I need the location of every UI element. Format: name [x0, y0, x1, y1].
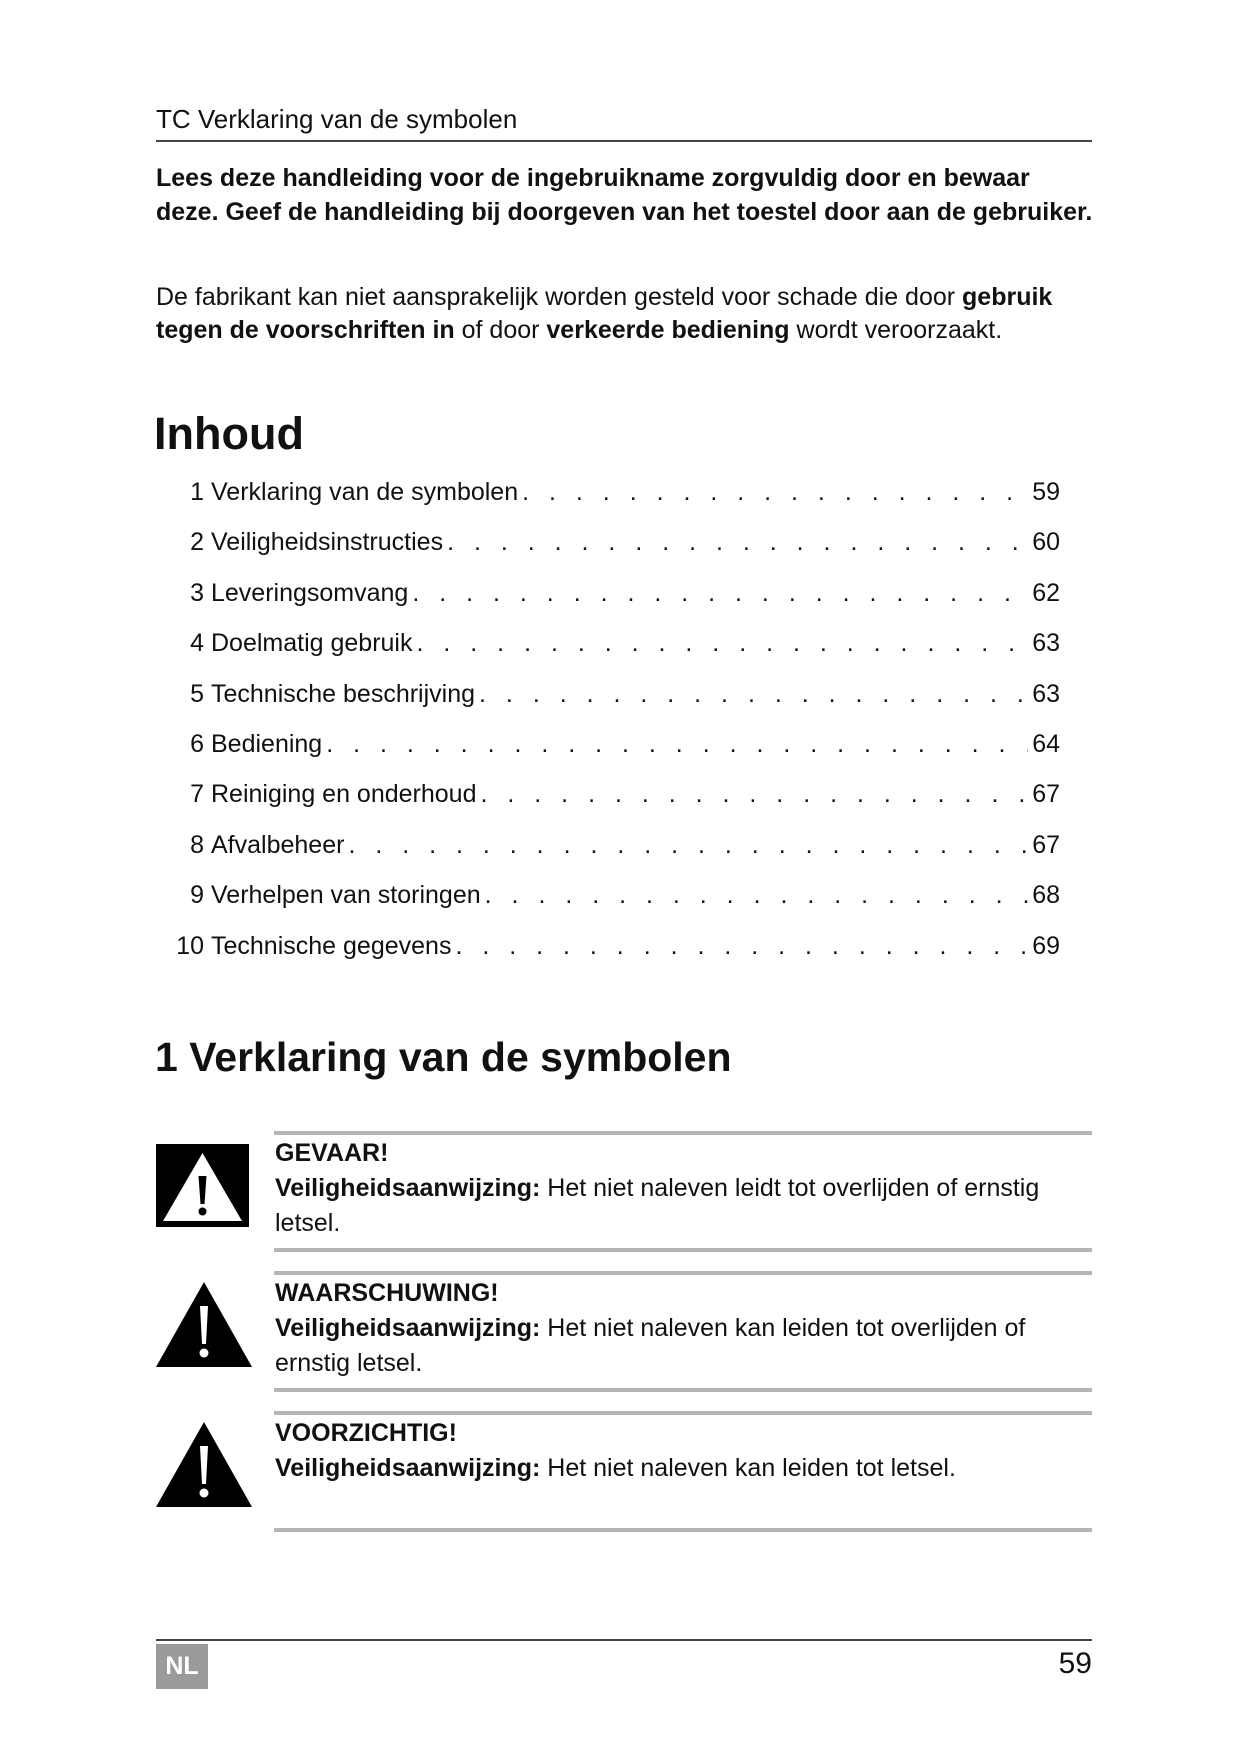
- notice-text: [275, 1311, 1095, 1381]
- notice-divider: [274, 1131, 1092, 1135]
- toc-page: 67: [1032, 780, 1060, 809]
- toc-number: 1: [190, 478, 204, 506]
- intro-bold-paragraph: Lees deze handleiding voor de ingebruikname zorgvuldig door en bewaar deze. Geef de handleiding bij doorgeven van het toestel door aan de gebruiker.: [156, 164, 1093, 226]
- toc-label[interactable]: Technische beschrijving: [211, 679, 476, 708]
- toc-leader: [326, 730, 1028, 759]
- notice-title: WAARSCHUWING!: [275, 1279, 499, 1307]
- notice-body: Het niet naleven kan leiden tot letsel.: [540, 1454, 956, 1482]
- toc-label[interactable]: Reiniging en onderhoud: [211, 780, 477, 809]
- notice-text: [275, 1171, 1095, 1241]
- toc-entry[interactable]: [156, 831, 1060, 881]
- toc-page: 63: [1032, 629, 1060, 658]
- notice-title: GEVAAR!: [275, 1139, 389, 1167]
- toc-number: 9: [190, 881, 204, 910]
- language-badge: NL: [156, 1644, 208, 1689]
- toc-page: 69: [1032, 931, 1060, 960]
- toc-label[interactable]: Bediening: [211, 729, 323, 758]
- section-heading: 1 Verklaring van de symbolen: [155, 1034, 732, 1080]
- toc-number: 2: [190, 528, 204, 557]
- toc-label[interactable]: Verklaring van de symbolen: [211, 478, 519, 506]
- toc-label[interactable]: Doelmatig gebruik: [211, 629, 413, 658]
- caution-triangle-icon: [156, 1422, 252, 1507]
- toc-page: 62: [1032, 578, 1060, 607]
- toc-page: 68: [1032, 881, 1060, 910]
- intro-emphasis: verkeerde bediening: [546, 316, 790, 344]
- table-of-contents: [156, 478, 1060, 982]
- toc-leader: [479, 680, 1028, 709]
- toc-page: 63: [1032, 679, 1060, 708]
- toc-leader: [455, 932, 1028, 961]
- notice-divider: [274, 1388, 1092, 1392]
- toc-entry[interactable]: [156, 730, 1060, 780]
- toc-leader: [447, 528, 1028, 557]
- toc-entry[interactable]: [156, 881, 1060, 931]
- notice-label: Veiligheidsaanwijzing:: [275, 1314, 541, 1342]
- toc-leader: [485, 881, 1029, 910]
- toc-entry[interactable]: [156, 579, 1060, 629]
- toc-number: 4: [190, 629, 204, 658]
- running-header: TC Verklaring van de symbolen: [156, 104, 518, 134]
- toc-label[interactable]: Technische gegevens: [211, 931, 452, 960]
- toc-leader: [481, 780, 1029, 809]
- toc-label[interactable]: Leveringsomvang: [211, 578, 409, 607]
- caution-notice: [156, 1411, 1092, 1533]
- toc-leader: [522, 478, 1028, 507]
- intro-text: of door: [454, 316, 547, 344]
- notice-divider: [274, 1411, 1092, 1415]
- toc-page: 64: [1032, 729, 1060, 758]
- intro-paragraph: [156, 281, 1096, 347]
- toc-page: 67: [1032, 830, 1060, 859]
- toc-leader: [348, 831, 1028, 860]
- toc-leader: [412, 579, 1028, 608]
- toc-entry[interactable]: [156, 478, 1060, 528]
- toc-number: 10: [176, 931, 204, 960]
- warning-triangle-icon: [156, 1282, 252, 1367]
- danger-notice: [156, 1131, 1092, 1253]
- notice-title: VOORZICHTIG!: [275, 1419, 457, 1447]
- toc-number: 3: [190, 578, 204, 607]
- page-number: 59: [1058, 1647, 1092, 1680]
- toc-page: 59: [1032, 478, 1060, 506]
- notice-divider: [274, 1271, 1092, 1275]
- notice-divider: [274, 1248, 1092, 1252]
- header-divider: [156, 140, 1092, 142]
- toc-number: 5: [190, 679, 204, 708]
- notice-label: Veiligheidsaanwijzing:: [275, 1454, 541, 1482]
- toc-number: 6: [190, 729, 204, 758]
- toc-label[interactable]: Afvalbeheer: [211, 830, 345, 859]
- toc-label[interactable]: Verhelpen van storingen: [211, 881, 481, 910]
- toc-entry[interactable]: [156, 780, 1060, 830]
- toc-number: 7: [190, 780, 204, 809]
- intro-emphasis: gebruik tegen de voorschriften in: [156, 283, 1053, 344]
- toc-entry[interactable]: [156, 932, 1060, 982]
- notice-body: Het niet naleven leidt tot overlijden of ernstig letsel.: [275, 1174, 1040, 1237]
- intro-text: wordt veroorzaakt.: [789, 316, 1003, 344]
- toc-entry[interactable]: [156, 629, 1060, 679]
- toc-number: 8: [190, 830, 204, 859]
- toc-page: 60: [1032, 528, 1060, 557]
- notice-text: [275, 1451, 1095, 1486]
- notice-divider: [274, 1528, 1092, 1532]
- danger-warning-icon: [156, 1144, 249, 1227]
- notice-label: Veiligheidsaanwijzing:: [275, 1174, 541, 1202]
- warning-notice: [156, 1271, 1092, 1393]
- toc-title: Inhoud: [154, 408, 304, 459]
- toc-leader: [417, 629, 1029, 658]
- intro-text: De fabrikant kan niet aansprakelijk worden gesteld voor schade die door: [156, 283, 963, 311]
- footer-divider: [156, 1639, 1092, 1641]
- toc-entry[interactable]: [156, 680, 1060, 730]
- notice-body: Het niet naleven kan leiden tot overlijden of ernstig letsel.: [275, 1314, 1026, 1377]
- toc-entry[interactable]: [156, 528, 1060, 578]
- toc-label[interactable]: Veiligheidsinstructies: [211, 528, 444, 557]
